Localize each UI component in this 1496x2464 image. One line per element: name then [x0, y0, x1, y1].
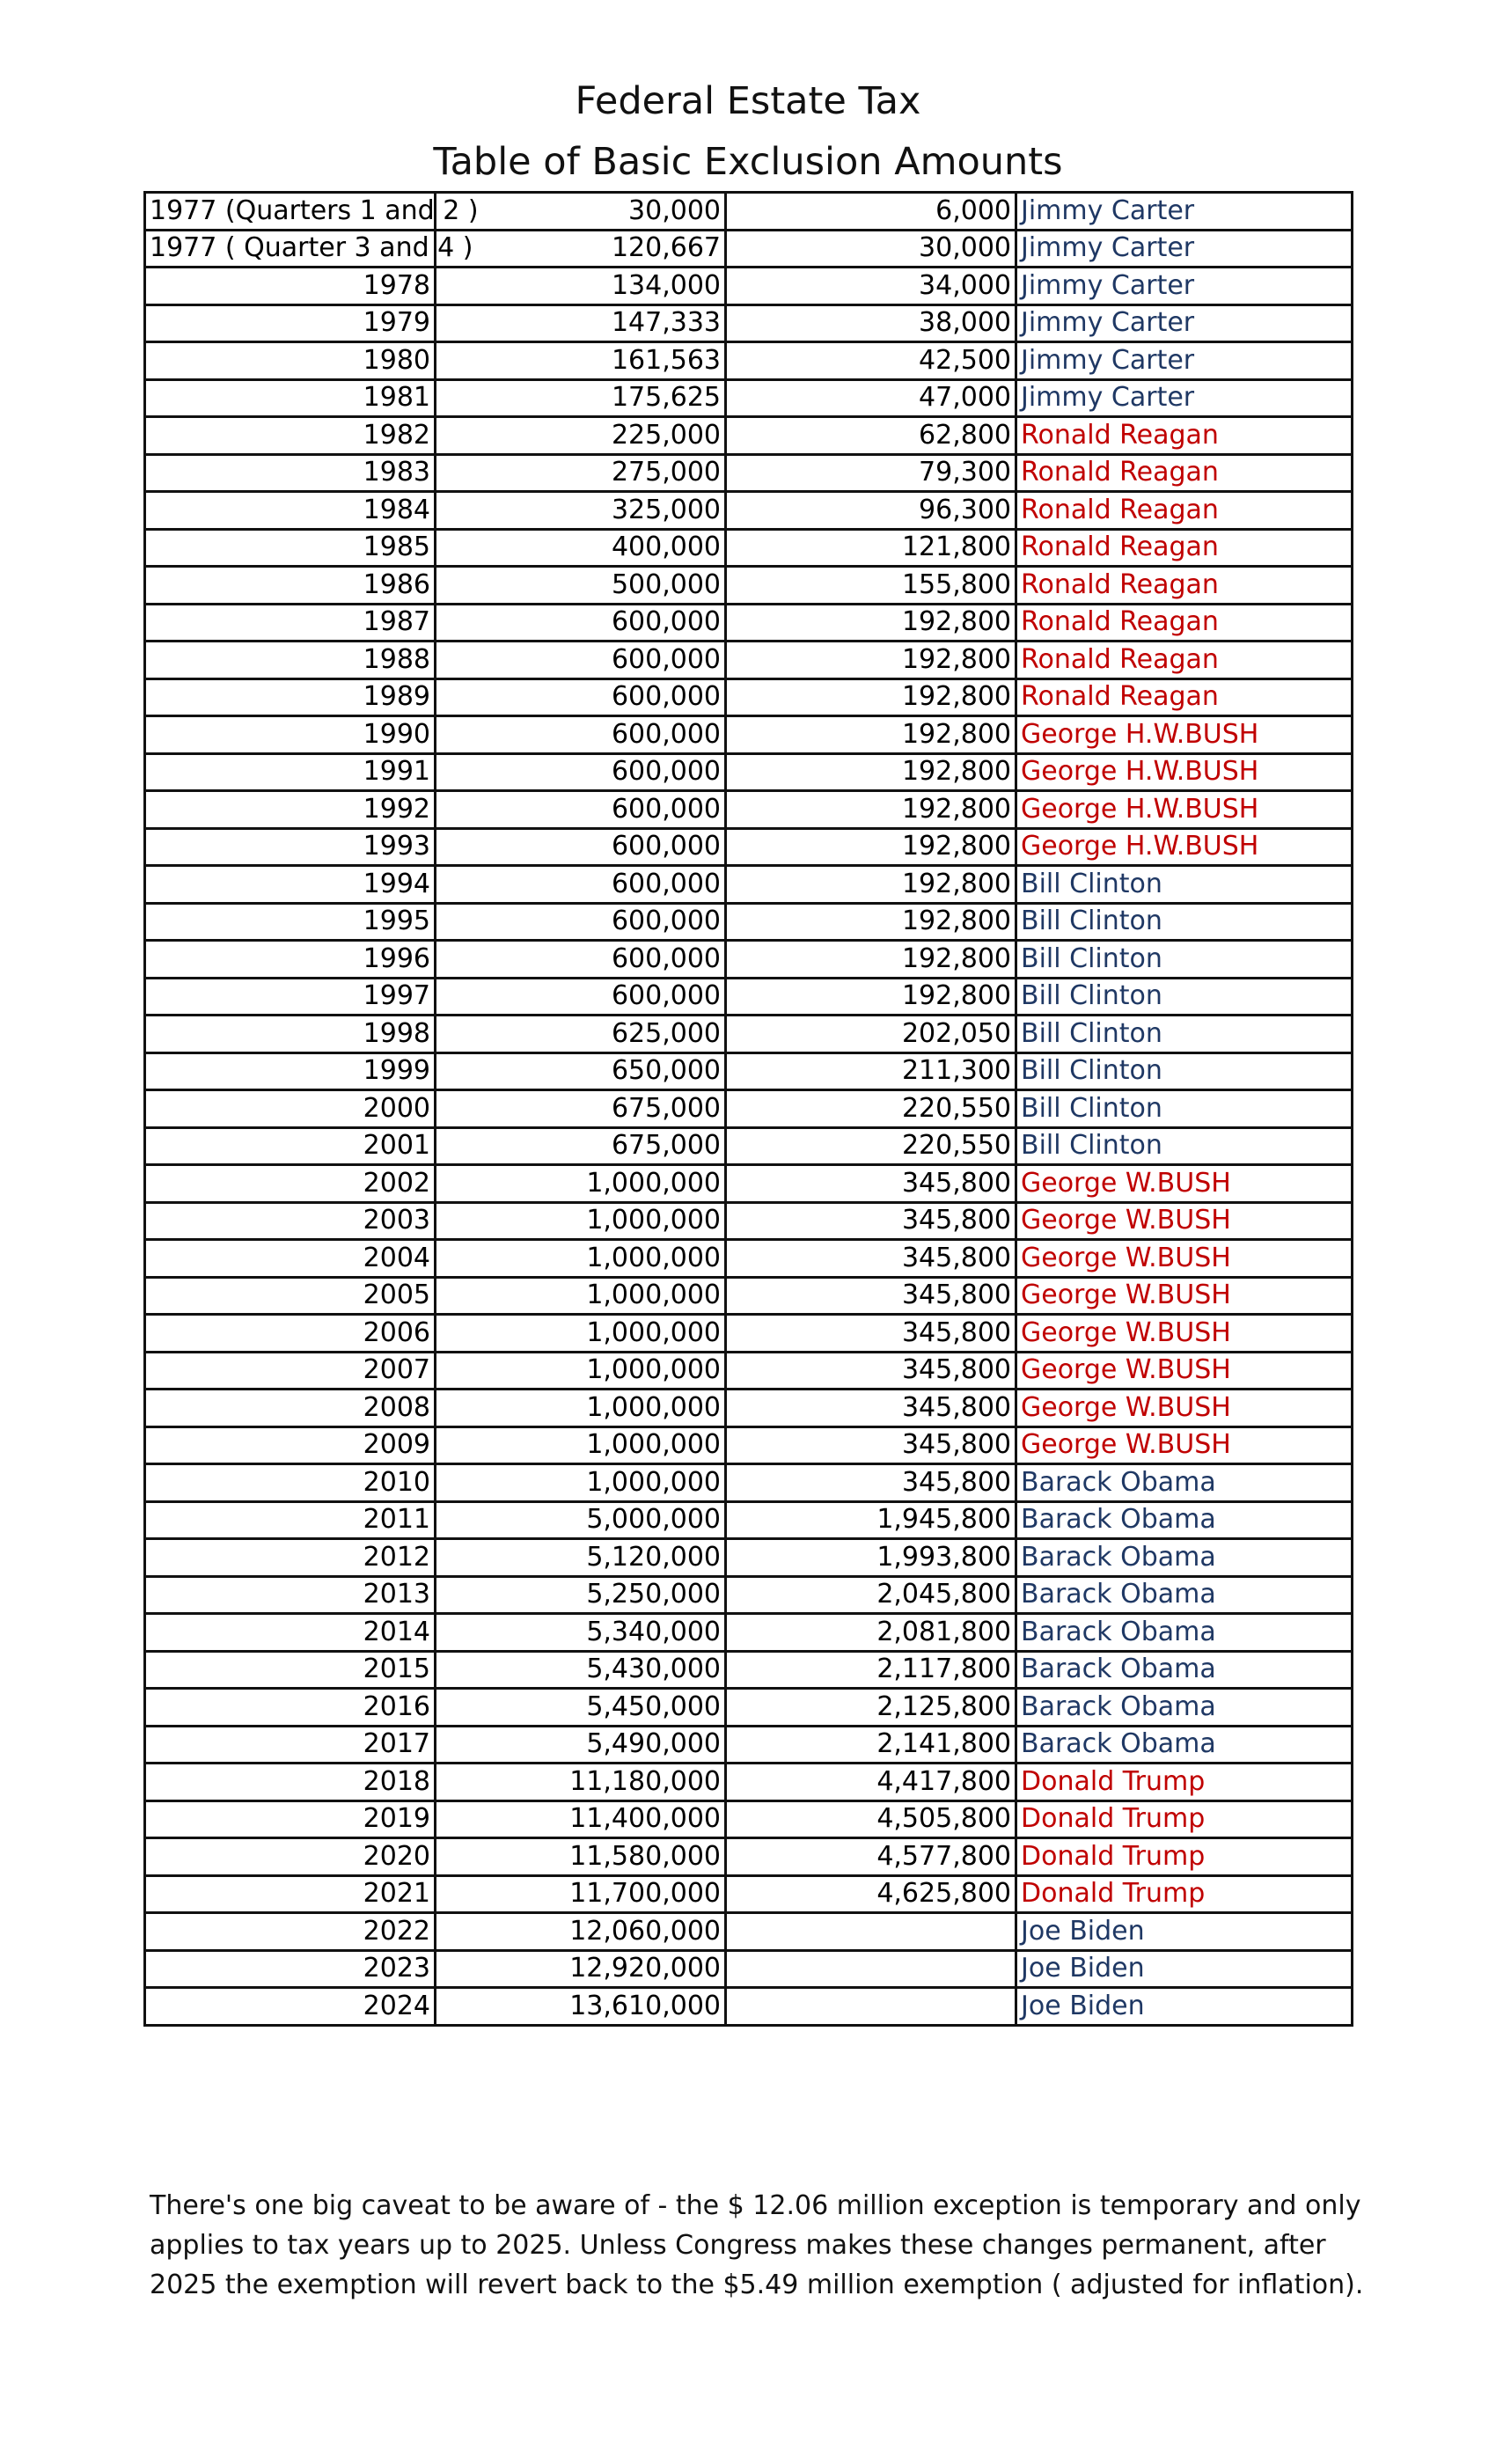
exclusion-amount-cell: 1,000,000: [436, 1240, 726, 1278]
exclusion-amount-cell: 175,625: [436, 379, 726, 417]
exclusion-amount-cell: 600,000: [436, 941, 726, 979]
credit-amount-cell: 211,300: [726, 1052, 1016, 1090]
table-row: [145, 604, 1353, 642]
credit-amount-cell: 1,945,800: [726, 1501, 1016, 1539]
president-cell: Barack Obama: [1016, 1576, 1353, 1614]
table-row: [145, 1426, 1353, 1464]
year-cell: 1979: [145, 304, 436, 342]
year-cell: 1981: [145, 379, 436, 417]
exclusion-amount-cell: 600,000: [436, 604, 726, 642]
year-cell: 2019: [145, 1800, 436, 1838]
credit-amount-cell: 2,125,800: [726, 1689, 1016, 1727]
president-cell: George W.BUSH: [1016, 1352, 1353, 1390]
credit-amount-cell: 4,505,800: [726, 1800, 1016, 1838]
president-cell: Ronald Reagan: [1016, 642, 1353, 679]
president-cell: Ronald Reagan: [1016, 678, 1353, 716]
year-cell: 1990: [145, 716, 436, 754]
exclusion-amount-cell: 675,000: [436, 1090, 726, 1128]
president-cell: Bill Clinton: [1016, 1016, 1353, 1053]
table-row: [145, 1016, 1353, 1053]
exclusion-amount-cell: 12,920,000: [436, 1950, 726, 1988]
year-cell: 2018: [145, 1764, 436, 1801]
caveat-note: There's one big caveat to be aware of - the $ 12.06 million exception is temporary and only applies to tax years up to 2025. Unless Congress makes these changes permanent, after 2025 the exemption will revert back to the $5.49 million exemption ( adjusted for inflation).: [150, 2190, 1364, 2300]
exclusion-amount-cell: 13,610,000: [436, 1988, 726, 2026]
president-cell: Bill Clinton: [1016, 1090, 1353, 1128]
table-row: [145, 1240, 1353, 1278]
president-cell: Bill Clinton: [1016, 978, 1353, 1016]
president-cell: Bill Clinton: [1016, 1127, 1353, 1165]
year-cell: 1998: [145, 1016, 436, 1053]
president-cell: Bill Clinton: [1016, 903, 1353, 941]
table-row: [145, 1090, 1353, 1128]
year-cell: 2003: [145, 1202, 436, 1240]
credit-amount-cell: 345,800: [726, 1165, 1016, 1203]
table-row: [145, 866, 1353, 904]
table-row: [145, 304, 1353, 342]
president-cell: Ronald Reagan: [1016, 529, 1353, 567]
year-cell: 2006: [145, 1315, 436, 1353]
exclusion-amount-cell: 600,000: [436, 866, 726, 904]
credit-amount-cell: 345,800: [726, 1426, 1016, 1464]
exclusion-amount-cell: 325,000: [436, 492, 726, 530]
exclusion-table-body: [145, 193, 1353, 2026]
table-row: [145, 567, 1353, 605]
exclusion-amount-cell: 600,000: [436, 828, 726, 866]
credit-amount-cell: 34,000: [726, 268, 1016, 305]
year-cell: 2024: [145, 1988, 436, 2026]
credit-amount-cell: 192,800: [726, 866, 1016, 904]
year-cell: 2011: [145, 1501, 436, 1539]
credit-amount-cell: 345,800: [726, 1464, 1016, 1502]
president-cell: Ronald Reagan: [1016, 454, 1353, 492]
exclusion-amount-cell: 600,000: [436, 642, 726, 679]
table-row: [145, 642, 1353, 679]
credit-amount-cell: 345,800: [726, 1240, 1016, 1278]
exclusion-amount-cell: 600,000: [436, 678, 726, 716]
exclusion-amount-cell: 1,000,000: [436, 1352, 726, 1390]
table-row: [145, 492, 1353, 530]
president-cell: Donald Trump: [1016, 1875, 1353, 1913]
year-cell: 1986: [145, 567, 436, 605]
table-row: [145, 454, 1353, 492]
table-row: [145, 753, 1353, 791]
exclusion-amount-cell: 400,000: [436, 529, 726, 567]
exclusion-amount-cell: 225,000: [436, 417, 726, 455]
table-row: [145, 1800, 1353, 1838]
table-row: [145, 1052, 1353, 1090]
credit-amount-cell: 2,081,800: [726, 1614, 1016, 1652]
credit-amount-cell: 192,800: [726, 791, 1016, 829]
year-cell: 1985: [145, 529, 436, 567]
president-cell: George W.BUSH: [1016, 1426, 1353, 1464]
exclusion-amount-cell: 1,000,000: [436, 1315, 726, 1353]
table-row: [145, 1950, 1353, 1988]
year-cell: 2001: [145, 1127, 436, 1165]
exclusion-amount-cell: 600,000: [436, 791, 726, 829]
credit-amount-cell: 220,550: [726, 1090, 1016, 1128]
exclusion-amount-cell: 11,700,000: [436, 1875, 726, 1913]
year-cell: 1989: [145, 678, 436, 716]
exclusion-amount-cell: 275,000: [436, 454, 726, 492]
exclusion-amount-cell: 1,000,000: [436, 1202, 726, 1240]
table-row: [145, 1390, 1353, 1427]
table-row: [145, 417, 1353, 455]
credit-amount-cell: 42,500: [726, 342, 1016, 380]
exclusion-amount-cell: 12,060,000: [436, 1913, 726, 1951]
president-cell: Barack Obama: [1016, 1726, 1353, 1764]
table-row: [145, 678, 1353, 716]
year-cell: 2017: [145, 1726, 436, 1764]
page-title: Federal Estate Tax: [575, 79, 921, 123]
table-row: [145, 1539, 1353, 1577]
president-cell: George W.BUSH: [1016, 1240, 1353, 1278]
table-row: [145, 1352, 1353, 1390]
president-cell: Barack Obama: [1016, 1464, 1353, 1502]
year-cell: 2009: [145, 1426, 436, 1464]
table-row: [145, 379, 1353, 417]
credit-amount-cell: 155,800: [726, 567, 1016, 605]
year-cell: 1982: [145, 417, 436, 455]
table-row: [145, 1277, 1353, 1315]
year-cell: 1983: [145, 454, 436, 492]
exclusion-amount-cell: 5,450,000: [436, 1689, 726, 1727]
table-row: [145, 1165, 1353, 1203]
year-cell: 1987: [145, 604, 436, 642]
credit-amount-cell: 2,141,800: [726, 1726, 1016, 1764]
credit-amount-cell: 6,000: [726, 193, 1016, 231]
table-row: [145, 1913, 1353, 1951]
exclusion-amount-cell: 600,000: [436, 903, 726, 941]
president-cell: Joe Biden: [1016, 1950, 1353, 1988]
president-cell: George H.W.BUSH: [1016, 716, 1353, 754]
year-cell: 1978: [145, 268, 436, 305]
president-cell: Bill Clinton: [1016, 866, 1353, 904]
table-row: [145, 1651, 1353, 1689]
table-row: [145, 529, 1353, 567]
president-cell: Bill Clinton: [1016, 1052, 1353, 1090]
exclusion-amount-cell: 600,000: [436, 753, 726, 791]
president-cell: Jimmy Carter: [1016, 304, 1353, 342]
exclusion-amount-cell: 1,000,000: [436, 1464, 726, 1502]
credit-amount-cell: 4,625,800: [726, 1875, 1016, 1913]
table-row: [145, 1315, 1353, 1353]
credit-amount-cell: [726, 1913, 1016, 1951]
exclusion-amount-cell: 1,000,000: [436, 1426, 726, 1464]
exclusion-amount-cell: 500,000: [436, 567, 726, 605]
credit-amount-cell: 47,000: [726, 379, 1016, 417]
president-cell: Bill Clinton: [1016, 941, 1353, 979]
credit-amount-cell: 192,800: [726, 978, 1016, 1016]
credit-amount-cell: 345,800: [726, 1352, 1016, 1390]
credit-amount-cell: 192,800: [726, 678, 1016, 716]
exclusion-amount-cell: 134,000: [436, 268, 726, 305]
president-cell: Donald Trump: [1016, 1800, 1353, 1838]
credit-amount-cell: 1,993,800: [726, 1539, 1016, 1577]
credit-amount-cell: 121,800: [726, 529, 1016, 567]
table-row: [145, 230, 1353, 268]
exclusion-amount-cell: 625,000: [436, 1016, 726, 1053]
table-row: [145, 1726, 1353, 1764]
exclusion-amount-cell: 5,340,000: [436, 1614, 726, 1652]
year-cell: 1993: [145, 828, 436, 866]
table-row: [145, 828, 1353, 866]
exclusion-amount-cell: 1,000,000: [436, 1165, 726, 1203]
exclusion-amount-cell: 1,000,000: [436, 1390, 726, 1427]
credit-amount-cell: 202,050: [726, 1016, 1016, 1053]
credit-amount-cell: 38,000: [726, 304, 1016, 342]
year-cell: 2010: [145, 1464, 436, 1502]
year-cell: 2012: [145, 1539, 436, 1577]
exclusion-amount-cell: 600,000: [436, 978, 726, 1016]
table-row: [145, 1614, 1353, 1652]
president-cell: Donald Trump: [1016, 1838, 1353, 1876]
president-cell: Ronald Reagan: [1016, 567, 1353, 605]
president-cell: Ronald Reagan: [1016, 492, 1353, 530]
credit-amount-cell: 345,800: [726, 1202, 1016, 1240]
exclusion-amount-cell: 5,250,000: [436, 1576, 726, 1614]
exclusion-amount-cell: 161,563: [436, 342, 726, 380]
credit-amount-cell: 192,800: [726, 903, 1016, 941]
credit-amount-cell: 4,577,800: [726, 1838, 1016, 1876]
table-row: [145, 193, 1353, 231]
exclusion-amount-cell: 30,000: [436, 193, 726, 231]
year-cell: 2015: [145, 1651, 436, 1689]
year-cell: 1980: [145, 342, 436, 380]
year-cell: 1995: [145, 903, 436, 941]
year-cell: 1991: [145, 753, 436, 791]
president-cell: Jimmy Carter: [1016, 230, 1353, 268]
table-row: [145, 1501, 1353, 1539]
page-subtitle: Table of Basic Exclusion Amounts: [433, 140, 1063, 184]
president-cell: Joe Biden: [1016, 1913, 1353, 1951]
exclusion-table: [143, 191, 1353, 2027]
table-row: [145, 1875, 1353, 1913]
president-cell: Barack Obama: [1016, 1689, 1353, 1727]
table-row: [145, 941, 1353, 979]
exclusion-amount-cell: 120,667: [436, 230, 726, 268]
credit-amount-cell: 96,300: [726, 492, 1016, 530]
year-cell: 2007: [145, 1352, 436, 1390]
credit-amount-cell: 30,000: [726, 230, 1016, 268]
table-row: [145, 1202, 1353, 1240]
exclusion-amount-cell: 600,000: [436, 716, 726, 754]
president-cell: Barack Obama: [1016, 1539, 1353, 1577]
credit-amount-cell: 62,800: [726, 417, 1016, 455]
year-cell: 1988: [145, 642, 436, 679]
credit-amount-cell: 345,800: [726, 1277, 1016, 1315]
year-cell: 1994: [145, 866, 436, 904]
year-cell: 2005: [145, 1277, 436, 1315]
year-cell: 2016: [145, 1689, 436, 1727]
year-cell: 2023: [145, 1950, 436, 1988]
president-cell: Jimmy Carter: [1016, 268, 1353, 305]
year-cell: 1977 ( Quarter 3 and 4 ): [145, 230, 436, 268]
president-cell: Barack Obama: [1016, 1501, 1353, 1539]
year-cell: 2021: [145, 1875, 436, 1913]
credit-amount-cell: [726, 1950, 1016, 1988]
president-cell: Donald Trump: [1016, 1764, 1353, 1801]
year-cell: 2013: [145, 1576, 436, 1614]
table-row: [145, 1988, 1353, 2026]
president-cell: Ronald Reagan: [1016, 604, 1353, 642]
year-cell: 1977 (Quarters 1 and 2 ): [145, 193, 436, 231]
credit-amount-cell: 79,300: [726, 454, 1016, 492]
president-cell: Jimmy Carter: [1016, 342, 1353, 380]
credit-amount-cell: 4,417,800: [726, 1764, 1016, 1801]
exclusion-amount-cell: 650,000: [436, 1052, 726, 1090]
year-cell: 2008: [145, 1390, 436, 1427]
exclusion-amount-cell: 1,000,000: [436, 1277, 726, 1315]
year-cell: 2022: [145, 1913, 436, 1951]
exclusion-amount-cell: 11,580,000: [436, 1838, 726, 1876]
exclusion-amount-cell: 147,333: [436, 304, 726, 342]
president-cell: Jimmy Carter: [1016, 379, 1353, 417]
president-cell: Barack Obama: [1016, 1651, 1353, 1689]
president-cell: Jimmy Carter: [1016, 193, 1353, 231]
year-cell: 1984: [145, 492, 436, 530]
credit-amount-cell: 192,800: [726, 642, 1016, 679]
table-row: [145, 978, 1353, 1016]
year-cell: 2000: [145, 1090, 436, 1128]
credit-amount-cell: 192,800: [726, 716, 1016, 754]
president-cell: George W.BUSH: [1016, 1165, 1353, 1203]
president-cell: George H.W.BUSH: [1016, 753, 1353, 791]
credit-amount-cell: 2,117,800: [726, 1651, 1016, 1689]
credit-amount-cell: 192,800: [726, 753, 1016, 791]
year-cell: 2002: [145, 1165, 436, 1203]
table-row: [145, 716, 1353, 754]
president-cell: George H.W.BUSH: [1016, 791, 1353, 829]
table-row: [145, 1838, 1353, 1876]
year-cell: 1999: [145, 1052, 436, 1090]
president-cell: George W.BUSH: [1016, 1277, 1353, 1315]
table-row: [145, 903, 1353, 941]
president-cell: Barack Obama: [1016, 1614, 1353, 1652]
president-cell: George W.BUSH: [1016, 1202, 1353, 1240]
credit-amount-cell: [726, 1988, 1016, 2026]
credit-amount-cell: 220,550: [726, 1127, 1016, 1165]
year-cell: 2004: [145, 1240, 436, 1278]
exclusion-amount-cell: 11,180,000: [436, 1764, 726, 1801]
table-row: [145, 791, 1353, 829]
credit-amount-cell: 192,800: [726, 828, 1016, 866]
exclusion-amount-cell: 11,400,000: [436, 1800, 726, 1838]
credit-amount-cell: 345,800: [726, 1390, 1016, 1427]
credit-amount-cell: 345,800: [726, 1315, 1016, 1353]
credit-amount-cell: 2,045,800: [726, 1576, 1016, 1614]
president-cell: George W.BUSH: [1016, 1315, 1353, 1353]
exclusion-amount-cell: 5,120,000: [436, 1539, 726, 1577]
president-cell: George W.BUSH: [1016, 1390, 1353, 1427]
president-cell: Ronald Reagan: [1016, 417, 1353, 455]
exclusion-amount-cell: 5,490,000: [436, 1726, 726, 1764]
president-cell: Joe Biden: [1016, 1988, 1353, 2026]
exclusion-amount-cell: 675,000: [436, 1127, 726, 1165]
exclusion-amount-cell: 5,430,000: [436, 1651, 726, 1689]
year-cell: 1996: [145, 941, 436, 979]
year-cell: 1992: [145, 791, 436, 829]
credit-amount-cell: 192,800: [726, 604, 1016, 642]
table-row: [145, 268, 1353, 305]
table-row: [145, 1764, 1353, 1801]
year-cell: 2014: [145, 1614, 436, 1652]
year-cell: 2020: [145, 1838, 436, 1876]
credit-amount-cell: 192,800: [726, 941, 1016, 979]
president-cell: George H.W.BUSH: [1016, 828, 1353, 866]
table-row: [145, 1689, 1353, 1727]
table-row: [145, 1464, 1353, 1502]
table-row: [145, 1576, 1353, 1614]
table-row: [145, 342, 1353, 380]
exclusion-amount-cell: 5,000,000: [436, 1501, 726, 1539]
year-cell: 1997: [145, 978, 436, 1016]
table-row: [145, 1127, 1353, 1165]
